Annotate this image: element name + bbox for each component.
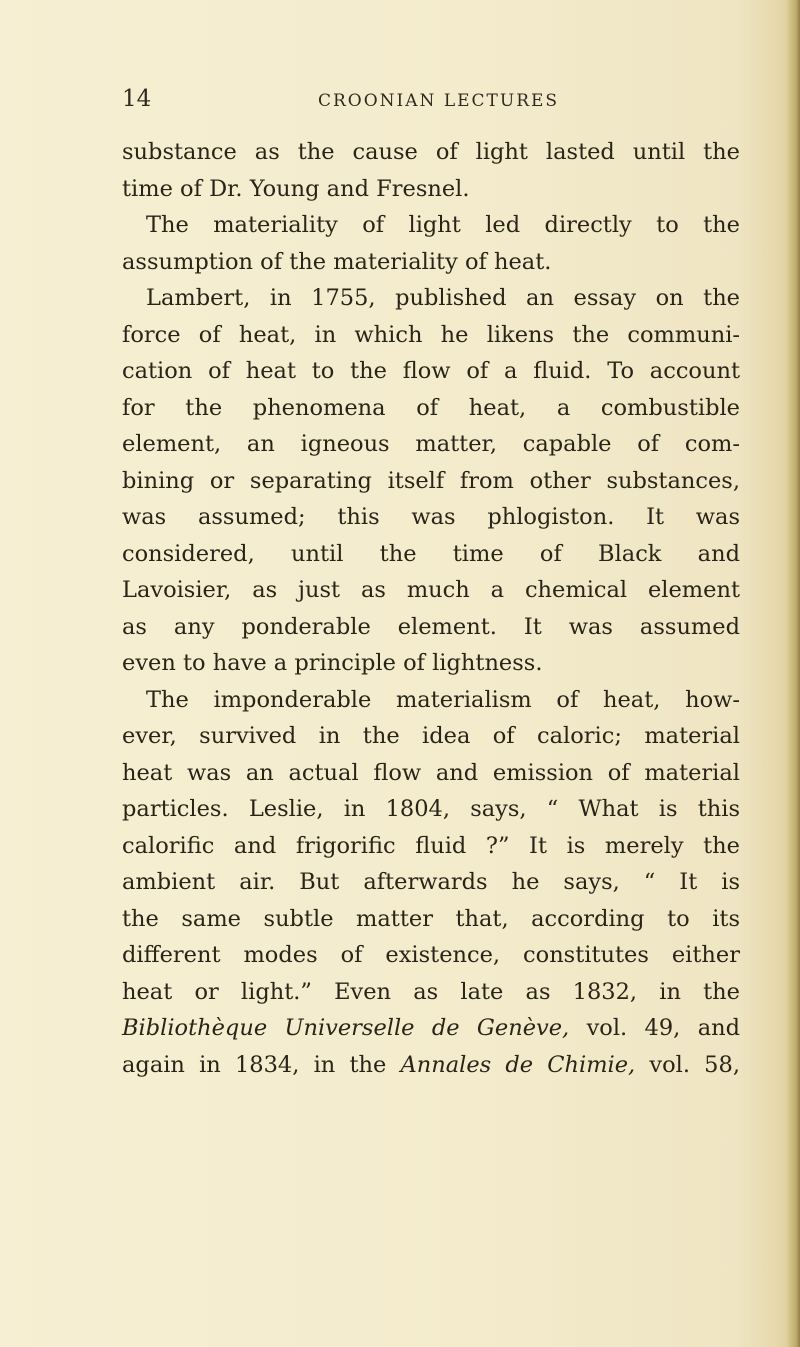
text-line: The materiality of light led directly to the	[146, 212, 740, 238]
text-line: ever, survived in the idea of caloric; material	[122, 723, 740, 749]
text-line: Bibliothèque Universelle de Genève, vol. 49, and	[122, 1015, 740, 1041]
text-line: cation of heat to the flow of a fluid. To account	[122, 358, 740, 384]
text-line: considered, until the time of Black and	[122, 540, 740, 567]
text-line: was assumed; this was phlogiston. It was	[122, 504, 740, 530]
text-line: particles. Leslie, in 1804, says, “ What is this	[122, 796, 740, 822]
text-line: substance as the cause of light lasted until the	[122, 139, 740, 165]
text-line: heat or light.” Even as late as 1832, in the	[122, 978, 740, 1005]
text-line: different modes of existence, constitutes either	[122, 942, 740, 968]
text-line: The imponderable materialism of heat, how-	[146, 686, 740, 713]
text-line: time of Dr. Young and Fresnel.	[122, 175, 470, 202]
text-line: the same subtle matter that, according to its	[122, 905, 740, 932]
text-line: even to have a principle of lightness.	[122, 650, 543, 676]
text-line: bining or separating itself from other substances,	[122, 467, 740, 494]
text-line: element, an igneous matter, capable of com-	[122, 431, 740, 457]
text-line: assumption of the materiality of heat.	[122, 248, 552, 275]
text-line: again in 1834, in the Annales de Chimie, vol. 58,	[122, 1051, 740, 1078]
page-edge-shadow	[786, 0, 800, 1347]
page-header	[0, 86, 800, 122]
page-number: 14	[122, 86, 152, 112]
text-line: ambient air. But afterwards he says, “ It is	[122, 869, 740, 895]
text-line: Lavoisier, as just as much a chemical element	[122, 577, 740, 603]
text-line: force of heat, in which he likens the communi-	[122, 321, 740, 348]
text-line: heat was an actual flow and emission of material	[122, 759, 740, 786]
text-line: calorific and frigorific fluid ?” It is merely the	[122, 832, 740, 859]
italic-title: Annales de Chimie,	[400, 1051, 636, 1078]
running-head: CROONIAN LECTURES	[318, 91, 560, 111]
text-line: as any ponderable element. It was assumed	[122, 613, 740, 640]
text-line: Lambert, in 1755, published an essay on the	[146, 285, 740, 311]
text-line: for the phenomena of heat, a combustible	[122, 394, 740, 421]
italic-title: Bibliothèque Universelle de Genève,	[122, 1015, 570, 1041]
body-text	[122, 134, 740, 1083]
